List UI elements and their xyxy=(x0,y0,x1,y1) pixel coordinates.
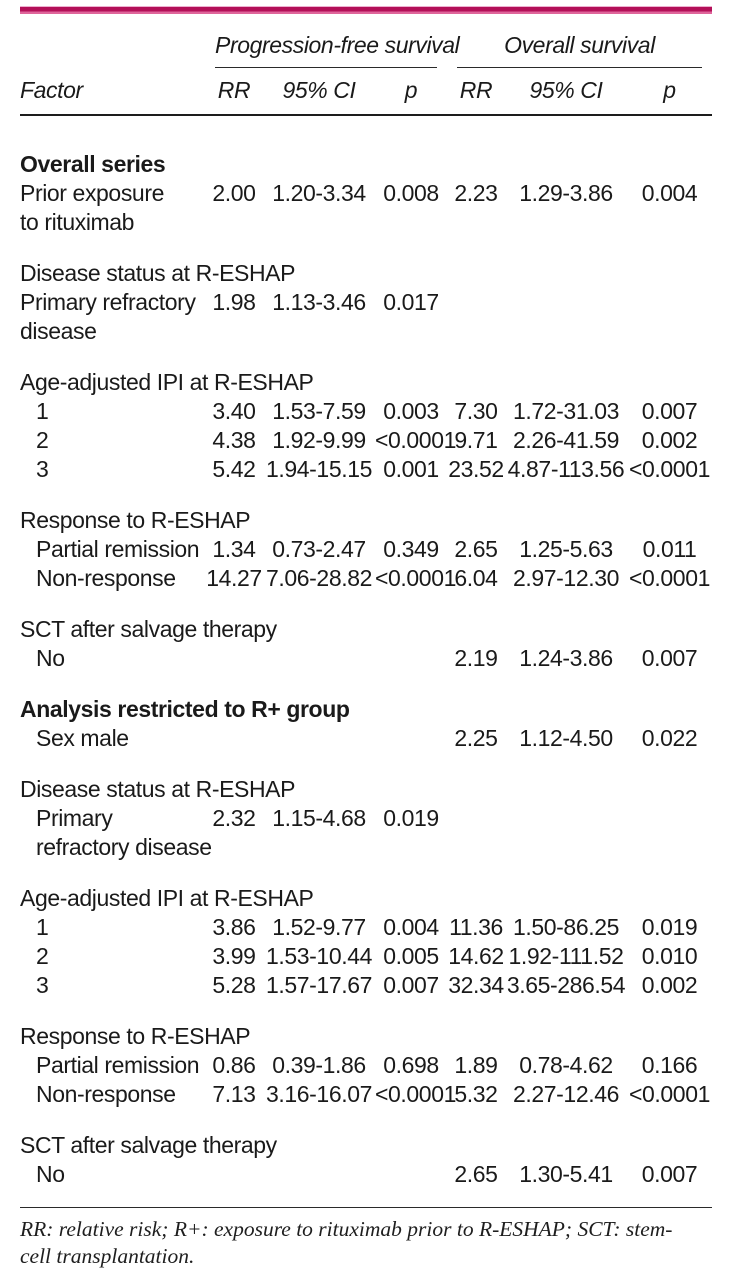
value-cell: 1.24-3.86 xyxy=(519,645,613,671)
value-cell: 3.86 xyxy=(212,914,256,940)
table-group xyxy=(20,884,712,1000)
value-cell: 1.50-86.25 xyxy=(513,914,619,940)
value-cell: 2.65 xyxy=(454,1161,498,1187)
value-cell: 0.010 xyxy=(641,943,698,969)
value-cell: 0.011 xyxy=(642,536,697,562)
value-cell: 2.27-12.46 xyxy=(513,1081,619,1107)
pfs-ci-header: 95% CI xyxy=(282,77,356,103)
value-cell: 3.16-16.07 xyxy=(266,1081,372,1107)
value-cell: 1.92-111.52 xyxy=(508,943,624,969)
accent-top-rule xyxy=(20,6,712,14)
value-cell: 11.36 xyxy=(449,914,503,940)
value-cell: 5.32 xyxy=(454,1081,498,1107)
value-cell: 1.13-3.46 xyxy=(272,289,366,315)
value-cell: 0.78-4.62 xyxy=(519,1052,613,1078)
value-cell: 1.94-15.15 xyxy=(266,456,372,482)
factor-label: 3 xyxy=(36,456,49,482)
factor-column-header: Factor xyxy=(20,77,83,103)
factor-label: 2 xyxy=(36,943,49,969)
footnote-divider-line xyxy=(20,1207,712,1208)
value-cell: 1.53-10.44 xyxy=(266,943,372,969)
value-cell: 1.25-5.63 xyxy=(519,536,613,562)
value-cell: 0.001 xyxy=(383,456,439,482)
value-cell: 3.65-286.54 xyxy=(506,972,626,998)
value-cell: 0.019 xyxy=(383,805,439,831)
group-heading: Age-adjusted IPI at R-ESHAP xyxy=(20,885,314,911)
table-group xyxy=(20,615,712,673)
value-cell: 0.007 xyxy=(641,645,698,671)
group-heading: Response to R-ESHAP xyxy=(20,507,251,533)
value-cell: 0.019 xyxy=(641,914,698,940)
group-heading: Disease status at R-ESHAP xyxy=(20,776,296,802)
value-cell: <0.0001 xyxy=(375,1081,456,1107)
value-cell: 0.022 xyxy=(641,725,698,751)
value-cell: <0.0001 xyxy=(629,456,710,482)
value-cell: <0.0001 xyxy=(375,427,456,453)
table-row xyxy=(20,179,712,237)
table-row xyxy=(20,942,712,971)
factor-label: 2 xyxy=(36,427,49,453)
table-header xyxy=(20,32,712,116)
table-group xyxy=(20,775,712,862)
value-cell: 1.20-3.34 xyxy=(272,180,366,206)
table-row xyxy=(20,397,712,426)
value-cell: 0.004 xyxy=(641,180,698,206)
value-cell: 0.007 xyxy=(641,398,698,424)
group-heading: Age-adjusted IPI at R-ESHAP xyxy=(20,369,314,395)
value-cell: 0.002 xyxy=(641,972,698,998)
factor-label: Non-response xyxy=(36,1081,176,1107)
value-cell: 1.72-31.03 xyxy=(513,398,619,424)
value-cell: 9.71 xyxy=(454,427,498,453)
os-span xyxy=(457,32,702,68)
table-group xyxy=(20,506,712,593)
factor-label: Sex male xyxy=(36,725,129,751)
value-cell: 23.52 xyxy=(448,456,504,482)
value-cell: 5.28 xyxy=(212,972,256,998)
value-cell: 0.86 xyxy=(212,1052,256,1078)
table-row xyxy=(20,426,712,455)
value-cell: 14.27 xyxy=(206,565,262,591)
value-cell: 1.15-4.68 xyxy=(272,805,366,831)
value-cell: 0.002 xyxy=(641,427,698,453)
table-row xyxy=(20,724,712,753)
value-cell: 0.39-1.86 xyxy=(272,1052,366,1078)
value-cell: 0.349 xyxy=(383,536,439,562)
value-cell: 0.698 xyxy=(383,1052,439,1078)
factor-label: Partial remission xyxy=(36,536,200,562)
os-p-header: p xyxy=(663,77,676,103)
value-cell: 2.19 xyxy=(454,645,498,671)
table-body xyxy=(20,150,712,1189)
factor-label: No xyxy=(36,1161,65,1187)
pfs-span xyxy=(215,32,460,68)
factor-label: 1 xyxy=(36,914,49,940)
value-cell: 2.32 xyxy=(212,805,256,831)
table-footnote: RR: relative risk; R+: exposure to rituximab prior to R-ESHAP; SCT: stem-cell transplantation. xyxy=(20,1217,673,1268)
value-cell: 0.008 xyxy=(383,180,439,206)
value-cell: 32.34 xyxy=(448,972,504,998)
table-group xyxy=(20,1131,712,1189)
table-row xyxy=(20,1080,712,1109)
table-row xyxy=(20,564,712,593)
value-cell: 0.003 xyxy=(383,398,439,424)
value-cell: 1.12-4.50 xyxy=(519,725,613,751)
value-cell: 5.42 xyxy=(212,456,256,482)
table-group xyxy=(20,150,712,237)
os-span-label: Overall survival xyxy=(504,32,655,58)
os-rr-header: RR xyxy=(459,77,493,103)
value-cell: 7.13 xyxy=(212,1081,256,1107)
value-cell: <0.0001 xyxy=(629,1081,710,1107)
group-heading: Disease status at R-ESHAP xyxy=(20,260,296,286)
value-cell: 0.73-2.47 xyxy=(272,536,366,562)
value-cell: 3.40 xyxy=(212,398,256,424)
value-cell: <0.0001 xyxy=(375,565,456,591)
value-cell: 1.53-7.59 xyxy=(272,398,366,424)
table-group xyxy=(20,259,712,346)
table-row xyxy=(20,455,712,484)
table-group xyxy=(20,368,712,484)
value-cell: 0.007 xyxy=(641,1161,698,1187)
group-heading: Response to R-ESHAP xyxy=(20,1023,251,1049)
factor-label: Primary refractory disease xyxy=(20,289,196,344)
value-cell: 7.06-28.82 xyxy=(266,565,372,591)
factor-label: Partial remission xyxy=(36,1052,200,1078)
table-row xyxy=(20,1160,712,1189)
value-cell: 6.04 xyxy=(454,565,498,591)
value-cell: 1.29-3.86 xyxy=(519,180,613,206)
factor-label: Prior exposure to rituximab xyxy=(20,180,164,235)
table-row xyxy=(20,913,712,942)
value-cell: 1.30-5.41 xyxy=(519,1161,613,1187)
value-cell: 1.57-17.67 xyxy=(266,972,372,998)
value-cell: 1.34 xyxy=(212,536,256,562)
span-header-row xyxy=(20,32,712,68)
value-cell: 1.98 xyxy=(212,289,256,315)
os-ci-header: 95% CI xyxy=(529,77,603,103)
value-cell: 2.26-41.59 xyxy=(513,427,619,453)
value-cell: 0.004 xyxy=(383,914,439,940)
value-cell: 4.87-113.56 xyxy=(507,456,625,482)
pfs-rr-header: RR xyxy=(217,77,251,103)
table-row xyxy=(20,288,712,346)
value-cell: 4.38 xyxy=(212,427,256,453)
value-cell: 2.65 xyxy=(454,536,498,562)
table-row xyxy=(20,644,712,673)
column-header-row xyxy=(20,75,712,105)
group-heading: SCT after salvage therapy xyxy=(20,1132,277,1158)
value-cell: 1.52-9.77 xyxy=(272,914,366,940)
value-cell: 0.007 xyxy=(383,972,439,998)
table-group xyxy=(20,695,712,753)
value-cell: 14.62 xyxy=(448,943,504,969)
table-row xyxy=(20,804,712,862)
value-cell: 1.89 xyxy=(454,1052,498,1078)
value-cell: 0.166 xyxy=(641,1052,698,1078)
factor-label: 1 xyxy=(36,398,49,424)
value-cell: 2.00 xyxy=(212,180,256,206)
group-heading: Analysis restricted to R+ group xyxy=(20,696,350,722)
table-row xyxy=(20,535,712,564)
group-heading: SCT after salvage therapy xyxy=(20,616,277,642)
pfs-p-header: p xyxy=(404,77,418,103)
table-row xyxy=(20,971,712,1000)
value-cell: 2.97-12.30 xyxy=(513,565,619,591)
span-header-spacer xyxy=(20,32,205,68)
table-group xyxy=(20,1022,712,1109)
factor-label: Primary refractory disease xyxy=(36,805,212,860)
table-page xyxy=(0,6,732,1286)
value-cell: 0.005 xyxy=(383,943,439,969)
value-cell: 2.25 xyxy=(454,725,498,751)
header-divider-line xyxy=(20,114,712,116)
factor-label: No xyxy=(36,645,65,671)
value-cell: 7.30 xyxy=(454,398,498,424)
group-heading: Overall series xyxy=(20,151,166,177)
table-row xyxy=(20,1051,712,1080)
factor-label: Non-response xyxy=(36,565,176,591)
value-cell: 1.92-9.99 xyxy=(272,427,366,453)
value-cell: 0.017 xyxy=(383,289,439,315)
value-cell: <0.0001 xyxy=(629,565,710,591)
pfs-span-label: Progression-free survival xyxy=(215,32,460,58)
value-cell: 2.23 xyxy=(454,180,498,206)
value-cell: 3.99 xyxy=(212,943,256,969)
factor-label: 3 xyxy=(36,972,49,998)
